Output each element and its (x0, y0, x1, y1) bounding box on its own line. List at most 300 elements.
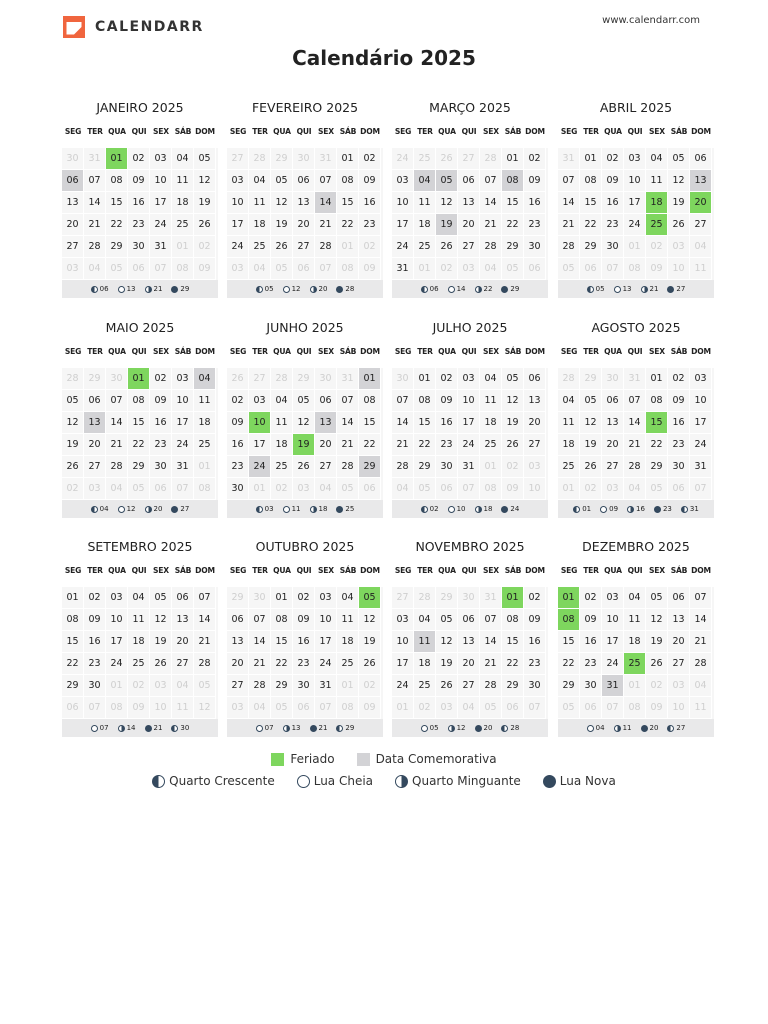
day-cell[interactable]: 20 (524, 412, 546, 434)
day-cell-other-month[interactable]: 03 (293, 478, 315, 500)
day-cell[interactable]: 12 (668, 170, 690, 192)
day-cell[interactable]: 23 (293, 653, 315, 675)
day-cell[interactable]: 10 (624, 170, 646, 192)
day-cell-other-month[interactable]: 28 (414, 587, 436, 609)
day-cell[interactable]: 23 (359, 214, 381, 236)
day-cell-other-month[interactable]: 06 (128, 258, 150, 280)
day-cell-other-month[interactable]: 02 (646, 675, 668, 697)
day-cell[interactable]: 11 (249, 192, 271, 214)
day-cell-other-month[interactable]: 04 (315, 478, 337, 500)
day-cell[interactable]: 29 (128, 456, 150, 478)
day-cell[interactable]: 07 (480, 170, 502, 192)
day-cell-other-month[interactable]: 04 (480, 258, 502, 280)
day-cell[interactable]: 09 (84, 609, 106, 631)
day-cell[interactable]: 15 (106, 192, 128, 214)
day-cell[interactable]: 22 (128, 434, 150, 456)
day-cell[interactable]: 11 (414, 192, 436, 214)
day-cell[interactable]: 02 (524, 148, 546, 170)
day-cell[interactable]: 11 (646, 170, 668, 192)
day-cell[interactable]: 17 (392, 214, 414, 236)
day-cell[interactable]: 26 (436, 675, 458, 697)
day-cell-other-month[interactable]: 01 (558, 478, 580, 500)
day-cell-other-month[interactable]: 07 (602, 258, 624, 280)
day-cell-holiday[interactable]: 10 (249, 412, 271, 434)
day-cell[interactable]: 14 (392, 412, 414, 434)
day-cell-other-month[interactable]: 08 (624, 697, 646, 719)
day-cell[interactable]: 15 (580, 192, 602, 214)
day-cell-other-month[interactable]: 29 (227, 587, 249, 609)
day-cell[interactable]: 23 (128, 214, 150, 236)
day-cell[interactable]: 05 (150, 587, 172, 609)
day-cell-commemorative[interactable]: 13 (84, 412, 106, 434)
day-cell-other-month[interactable]: 03 (524, 456, 546, 478)
day-cell[interactable]: 30 (436, 456, 458, 478)
day-cell-commemorative[interactable]: 01 (359, 368, 381, 390)
day-cell-other-month[interactable]: 28 (558, 368, 580, 390)
day-cell-other-month[interactable]: 06 (524, 258, 546, 280)
day-cell-other-month[interactable]: 05 (558, 258, 580, 280)
day-cell[interactable]: 21 (392, 434, 414, 456)
day-cell[interactable]: 07 (249, 609, 271, 631)
day-cell[interactable]: 07 (392, 390, 414, 412)
day-cell-other-month[interactable]: 30 (315, 368, 337, 390)
day-cell[interactable]: 04 (480, 368, 502, 390)
day-cell[interactable]: 03 (106, 587, 128, 609)
day-cell[interactable]: 12 (436, 192, 458, 214)
day-cell[interactable]: 21 (624, 434, 646, 456)
day-cell[interactable]: 27 (524, 434, 546, 456)
day-cell[interactable]: 14 (249, 631, 271, 653)
day-cell[interactable]: 21 (84, 214, 106, 236)
day-cell[interactable]: 31 (690, 456, 712, 478)
day-cell[interactable]: 27 (458, 236, 480, 258)
day-cell[interactable]: 27 (315, 456, 337, 478)
day-cell[interactable]: 29 (414, 456, 436, 478)
day-cell[interactable]: 02 (580, 587, 602, 609)
day-cell-other-month[interactable]: 09 (646, 258, 668, 280)
day-cell-other-month[interactable]: 03 (436, 697, 458, 719)
day-cell-holiday[interactable]: 19 (293, 434, 315, 456)
day-cell-other-month[interactable]: 06 (436, 478, 458, 500)
day-cell[interactable]: 18 (480, 412, 502, 434)
day-cell[interactable]: 06 (690, 148, 712, 170)
day-cell[interactable]: 23 (227, 456, 249, 478)
day-cell-other-month[interactable]: 24 (392, 148, 414, 170)
day-cell[interactable]: 17 (106, 631, 128, 653)
day-cell-other-month[interactable]: 09 (194, 258, 216, 280)
day-cell[interactable]: 24 (458, 434, 480, 456)
day-cell[interactable]: 13 (524, 390, 546, 412)
day-cell-other-month[interactable]: 11 (172, 697, 194, 719)
day-cell[interactable]: 03 (227, 170, 249, 192)
day-cell[interactable]: 21 (690, 631, 712, 653)
day-cell[interactable]: 24 (602, 653, 624, 675)
day-cell[interactable]: 26 (646, 653, 668, 675)
day-cell[interactable]: 22 (580, 214, 602, 236)
day-cell[interactable]: 29 (580, 236, 602, 258)
day-cell[interactable]: 15 (502, 631, 524, 653)
day-cell-other-month[interactable]: 31 (558, 148, 580, 170)
day-cell[interactable]: 18 (414, 653, 436, 675)
day-cell[interactable]: 02 (128, 148, 150, 170)
day-cell[interactable]: 14 (337, 412, 359, 434)
day-cell-other-month[interactable]: 08 (194, 478, 216, 500)
day-cell[interactable]: 16 (524, 631, 546, 653)
day-cell[interactable]: 26 (194, 214, 216, 236)
day-cell-other-month[interactable]: 03 (62, 258, 84, 280)
day-cell[interactable]: 20 (315, 434, 337, 456)
day-cell[interactable]: 07 (315, 170, 337, 192)
day-cell[interactable]: 11 (172, 170, 194, 192)
day-cell-other-month[interactable]: 06 (502, 697, 524, 719)
day-cell[interactable]: 08 (106, 170, 128, 192)
day-cell-commemorative[interactable]: 13 (315, 412, 337, 434)
day-cell-commemorative[interactable]: 19 (436, 214, 458, 236)
day-cell[interactable]: 26 (150, 653, 172, 675)
day-cell[interactable]: 17 (172, 412, 194, 434)
day-cell-other-month[interactable]: 06 (150, 478, 172, 500)
day-cell[interactable]: 26 (668, 214, 690, 236)
day-cell-other-month[interactable]: 26 (436, 148, 458, 170)
day-cell[interactable]: 28 (480, 675, 502, 697)
day-cell[interactable]: 08 (502, 609, 524, 631)
day-cell-holiday[interactable]: 01 (502, 587, 524, 609)
day-cell[interactable]: 04 (414, 609, 436, 631)
day-cell[interactable]: 07 (337, 390, 359, 412)
day-cell[interactable]: 11 (337, 609, 359, 631)
day-cell[interactable]: 01 (580, 148, 602, 170)
day-cell[interactable]: 28 (558, 236, 580, 258)
day-cell-other-month[interactable]: 03 (150, 675, 172, 697)
day-cell[interactable]: 27 (458, 675, 480, 697)
day-cell[interactable]: 30 (150, 456, 172, 478)
day-cell[interactable]: 08 (414, 390, 436, 412)
day-cell[interactable]: 03 (690, 368, 712, 390)
day-cell-other-month[interactable]: 29 (293, 368, 315, 390)
day-cell-other-month[interactable]: 30 (293, 148, 315, 170)
day-cell[interactable]: 09 (128, 170, 150, 192)
day-cell[interactable]: 24 (690, 434, 712, 456)
day-cell[interactable]: 29 (646, 456, 668, 478)
day-cell[interactable]: 13 (602, 412, 624, 434)
day-cell-other-month[interactable]: 05 (337, 478, 359, 500)
day-cell[interactable]: 17 (458, 412, 480, 434)
day-cell[interactable]: 10 (392, 631, 414, 653)
day-cell[interactable]: 12 (62, 412, 84, 434)
day-cell[interactable]: 02 (436, 368, 458, 390)
day-cell-other-month[interactable]: 02 (414, 697, 436, 719)
day-cell[interactable]: 25 (414, 675, 436, 697)
day-cell[interactable]: 09 (668, 390, 690, 412)
day-cell[interactable]: 04 (128, 587, 150, 609)
day-cell[interactable]: 18 (414, 214, 436, 236)
day-cell-other-month[interactable]: 04 (84, 258, 106, 280)
day-cell[interactable]: 19 (668, 192, 690, 214)
day-cell[interactable]: 15 (62, 631, 84, 653)
day-cell-other-month[interactable]: 07 (690, 478, 712, 500)
day-cell[interactable]: 28 (194, 653, 216, 675)
day-cell[interactable]: 17 (690, 412, 712, 434)
day-cell-other-month[interactable]: 01 (392, 697, 414, 719)
day-cell-other-month[interactable]: 31 (480, 587, 502, 609)
day-cell[interactable]: 27 (62, 236, 84, 258)
day-cell[interactable]: 10 (150, 170, 172, 192)
day-cell[interactable]: 05 (194, 148, 216, 170)
day-cell[interactable]: 05 (271, 170, 293, 192)
day-cell-other-month[interactable]: 09 (128, 697, 150, 719)
day-cell-other-month[interactable]: 03 (602, 478, 624, 500)
day-cell[interactable]: 11 (128, 609, 150, 631)
day-cell-other-month[interactable]: 03 (668, 675, 690, 697)
day-cell[interactable]: 30 (524, 236, 546, 258)
day-cell[interactable]: 13 (458, 192, 480, 214)
day-cell[interactable]: 13 (668, 609, 690, 631)
day-cell[interactable]: 17 (227, 214, 249, 236)
day-cell-other-month[interactable]: 28 (480, 148, 502, 170)
day-cell-other-month[interactable]: 29 (84, 368, 106, 390)
day-cell[interactable]: 04 (172, 148, 194, 170)
day-cell-holiday[interactable]: 01 (128, 368, 150, 390)
day-cell-other-month[interactable]: 07 (84, 697, 106, 719)
day-cell[interactable]: 03 (624, 148, 646, 170)
day-cell[interactable]: 17 (602, 631, 624, 653)
day-cell[interactable]: 21 (315, 214, 337, 236)
day-cell-other-month[interactable]: 01 (249, 478, 271, 500)
day-cell[interactable]: 02 (227, 390, 249, 412)
day-cell-commemorative[interactable]: 11 (414, 631, 436, 653)
day-cell[interactable]: 22 (62, 653, 84, 675)
day-cell[interactable]: 08 (271, 609, 293, 631)
day-cell[interactable]: 21 (106, 434, 128, 456)
day-cell-other-month[interactable]: 10 (524, 478, 546, 500)
day-cell-other-month[interactable]: 12 (194, 697, 216, 719)
day-cell[interactable]: 03 (392, 609, 414, 631)
day-cell[interactable]: 04 (249, 170, 271, 192)
day-cell-other-month[interactable]: 06 (580, 697, 602, 719)
day-cell[interactable]: 25 (414, 236, 436, 258)
day-cell[interactable]: 15 (128, 412, 150, 434)
day-cell[interactable]: 28 (392, 456, 414, 478)
day-cell[interactable]: 22 (646, 434, 668, 456)
day-cell[interactable]: 21 (480, 653, 502, 675)
day-cell-other-month[interactable]: 02 (502, 456, 524, 478)
day-cell-other-month[interactable]: 02 (194, 236, 216, 258)
day-cell[interactable]: 25 (128, 653, 150, 675)
day-cell[interactable]: 26 (271, 236, 293, 258)
day-cell[interactable]: 01 (337, 148, 359, 170)
day-cell-holiday[interactable]: 01 (106, 148, 128, 170)
day-cell-other-month[interactable]: 26 (227, 368, 249, 390)
day-cell-other-month[interactable]: 01 (337, 675, 359, 697)
day-cell[interactable]: 03 (150, 148, 172, 170)
day-cell[interactable]: 21 (558, 214, 580, 236)
day-cell[interactable]: 25 (480, 434, 502, 456)
day-cell[interactable]: 23 (150, 434, 172, 456)
day-cell-other-month[interactable]: 03 (458, 258, 480, 280)
day-cell[interactable]: 07 (558, 170, 580, 192)
day-cell-other-month[interactable]: 02 (271, 478, 293, 500)
day-cell[interactable]: 26 (436, 236, 458, 258)
day-cell[interactable]: 10 (392, 192, 414, 214)
day-cell[interactable]: 05 (502, 368, 524, 390)
day-cell-other-month[interactable]: 08 (624, 258, 646, 280)
day-cell[interactable]: 08 (128, 390, 150, 412)
day-cell-other-month[interactable]: 04 (690, 236, 712, 258)
day-cell[interactable]: 31 (392, 258, 414, 280)
day-cell[interactable]: 06 (524, 368, 546, 390)
day-cell[interactable]: 20 (458, 653, 480, 675)
day-cell[interactable]: 23 (668, 434, 690, 456)
day-cell-other-month[interactable]: 09 (502, 478, 524, 500)
day-cell-other-month[interactable]: 05 (128, 478, 150, 500)
day-cell[interactable]: 11 (271, 412, 293, 434)
day-cell[interactable]: 15 (414, 412, 436, 434)
day-cell-commemorative[interactable]: 04 (414, 170, 436, 192)
day-cell-other-month[interactable]: 02 (580, 478, 602, 500)
day-cell[interactable]: 03 (315, 587, 337, 609)
day-cell[interactable]: 03 (249, 390, 271, 412)
day-cell[interactable]: 28 (690, 653, 712, 675)
day-cell[interactable]: 18 (194, 412, 216, 434)
day-cell[interactable]: 20 (62, 214, 84, 236)
day-cell-other-month[interactable]: 09 (359, 697, 381, 719)
day-cell[interactable]: 08 (646, 390, 668, 412)
day-cell-other-month[interactable]: 04 (249, 697, 271, 719)
day-cell[interactable]: 17 (315, 631, 337, 653)
day-cell[interactable]: 27 (84, 456, 106, 478)
day-cell[interactable]: 22 (558, 653, 580, 675)
day-cell[interactable]: 14 (690, 609, 712, 631)
day-cell[interactable]: 02 (293, 587, 315, 609)
day-cell-other-month[interactable]: 03 (668, 236, 690, 258)
day-cell[interactable]: 02 (668, 368, 690, 390)
day-cell[interactable]: 28 (337, 456, 359, 478)
day-cell[interactable]: 30 (602, 236, 624, 258)
day-cell[interactable]: 06 (293, 170, 315, 192)
day-cell-other-month[interactable]: 04 (172, 675, 194, 697)
day-cell[interactable]: 25 (172, 214, 194, 236)
day-cell[interactable]: 08 (62, 609, 84, 631)
day-cell[interactable]: 18 (337, 631, 359, 653)
day-cell[interactable]: 19 (580, 434, 602, 456)
day-cell[interactable]: 04 (646, 148, 668, 170)
day-cell-commemorative[interactable]: 05 (436, 170, 458, 192)
day-cell-other-month[interactable]: 07 (315, 697, 337, 719)
day-cell[interactable]: 05 (436, 609, 458, 631)
day-cell[interactable]: 02 (84, 587, 106, 609)
day-cell[interactable]: 09 (524, 170, 546, 192)
day-cell[interactable]: 10 (172, 390, 194, 412)
day-cell[interactable]: 12 (359, 609, 381, 631)
day-cell[interactable]: 19 (150, 631, 172, 653)
day-cell-other-month[interactable]: 05 (414, 478, 436, 500)
day-cell[interactable]: 16 (602, 192, 624, 214)
day-cell-other-month[interactable]: 28 (62, 368, 84, 390)
day-cell[interactable]: 07 (106, 390, 128, 412)
day-cell[interactable]: 27 (690, 214, 712, 236)
day-cell[interactable]: 25 (558, 456, 580, 478)
day-cell[interactable]: 03 (172, 368, 194, 390)
day-cell-other-month[interactable]: 01 (624, 236, 646, 258)
day-cell-other-month[interactable]: 30 (458, 587, 480, 609)
day-cell[interactable]: 30 (580, 675, 602, 697)
day-cell-other-month[interactable]: 04 (392, 478, 414, 500)
day-cell[interactable]: 28 (315, 236, 337, 258)
day-cell[interactable]: 21 (194, 631, 216, 653)
day-cell[interactable]: 30 (668, 456, 690, 478)
day-cell[interactable]: 09 (227, 412, 249, 434)
day-cell[interactable]: 30 (128, 236, 150, 258)
day-cell[interactable]: 06 (668, 587, 690, 609)
day-cell[interactable]: 08 (580, 170, 602, 192)
day-cell[interactable]: 28 (106, 456, 128, 478)
day-cell-other-month[interactable]: 30 (602, 368, 624, 390)
day-cell-other-month[interactable]: 10 (668, 258, 690, 280)
day-cell[interactable]: 07 (480, 609, 502, 631)
day-cell-other-month[interactable]: 09 (359, 258, 381, 280)
day-cell-commemorative[interactable]: 14 (315, 192, 337, 214)
day-cell[interactable]: 10 (602, 609, 624, 631)
day-cell-holiday[interactable]: 20 (690, 192, 712, 214)
day-cell-other-month[interactable]: 31 (315, 148, 337, 170)
day-cell-other-month[interactable]: 01 (172, 236, 194, 258)
day-cell-commemorative[interactable]: 04 (194, 368, 216, 390)
day-cell[interactable]: 14 (480, 192, 502, 214)
day-cell-holiday[interactable]: 15 (646, 412, 668, 434)
day-cell[interactable]: 24 (392, 236, 414, 258)
day-cell[interactable]: 13 (293, 192, 315, 214)
day-cell[interactable]: 05 (668, 148, 690, 170)
day-cell[interactable]: 25 (271, 456, 293, 478)
day-cell[interactable]: 22 (106, 214, 128, 236)
day-cell-commemorative[interactable]: 31 (602, 675, 624, 697)
day-cell[interactable]: 12 (502, 390, 524, 412)
day-cell[interactable]: 27 (293, 236, 315, 258)
day-cell[interactable]: 17 (150, 192, 172, 214)
day-cell-other-month[interactable]: 29 (580, 368, 602, 390)
day-cell[interactable]: 19 (359, 631, 381, 653)
day-cell[interactable]: 29 (271, 675, 293, 697)
day-cell[interactable]: 20 (668, 631, 690, 653)
day-cell[interactable]: 10 (227, 192, 249, 214)
day-cell-other-month[interactable]: 08 (106, 697, 128, 719)
day-cell[interactable]: 06 (458, 609, 480, 631)
day-cell-other-month[interactable]: 05 (106, 258, 128, 280)
day-cell[interactable]: 29 (502, 675, 524, 697)
day-cell-other-month[interactable]: 06 (359, 478, 381, 500)
day-cell[interactable]: 10 (106, 609, 128, 631)
day-cell[interactable]: 26 (502, 434, 524, 456)
day-cell[interactable]: 29 (106, 236, 128, 258)
day-cell[interactable]: 26 (580, 456, 602, 478)
day-cell-other-month[interactable]: 25 (414, 148, 436, 170)
day-cell[interactable]: 09 (359, 170, 381, 192)
day-cell[interactable]: 24 (150, 214, 172, 236)
day-cell[interactable]: 22 (271, 653, 293, 675)
day-cell-other-month[interactable]: 30 (62, 148, 84, 170)
day-cell[interactable]: 23 (602, 214, 624, 236)
day-cell[interactable]: 02 (150, 368, 172, 390)
day-cell[interactable]: 11 (624, 609, 646, 631)
day-cell[interactable]: 03 (392, 170, 414, 192)
day-cell-other-month[interactable]: 05 (646, 478, 668, 500)
day-cell[interactable]: 18 (249, 214, 271, 236)
day-cell[interactable]: 19 (436, 653, 458, 675)
day-cell[interactable]: 26 (62, 456, 84, 478)
day-cell-other-month[interactable]: 01 (337, 236, 359, 258)
day-cell[interactable]: 25 (337, 653, 359, 675)
day-cell[interactable]: 06 (458, 170, 480, 192)
